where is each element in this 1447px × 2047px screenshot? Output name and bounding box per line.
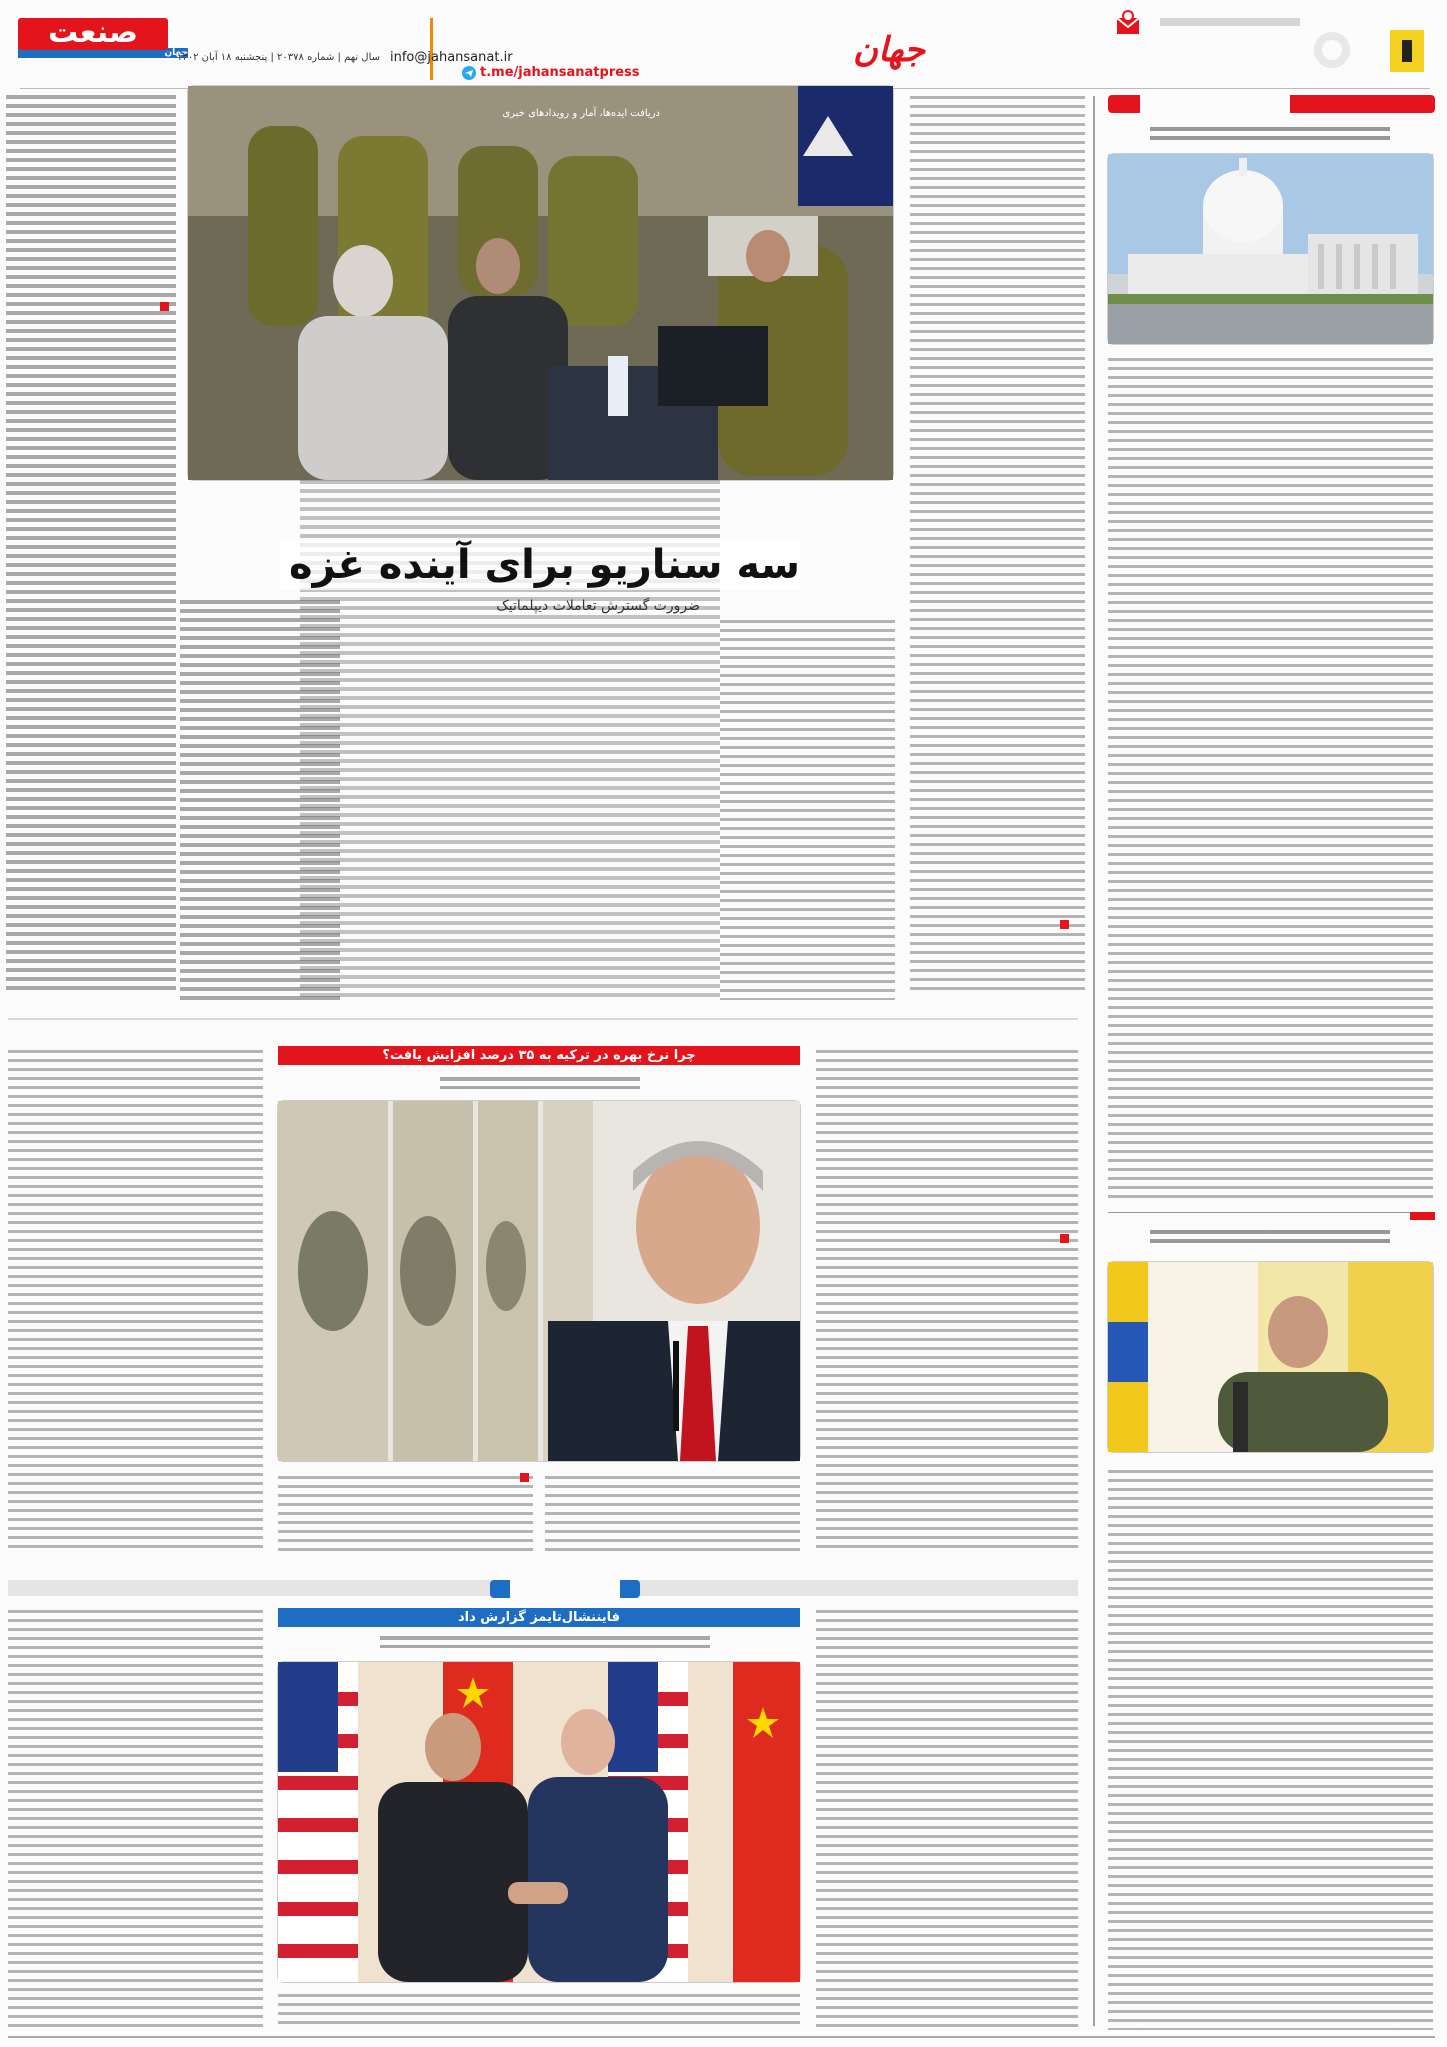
sidebar-rule-1 — [1108, 1212, 1435, 1213]
lead-headline: سه سناریو برای آینده غزه — [280, 540, 800, 590]
china-left-col — [8, 1610, 263, 2030]
masthead-gray-strip — [1160, 18, 1300, 26]
zelensky-photo-art — [1108, 1262, 1433, 1452]
lead-body-col-mid — [720, 620, 895, 1000]
masthead-logo-sub: جهان — [164, 48, 188, 58]
capitol-photo — [1108, 154, 1433, 344]
biden-xi-photo — [278, 1662, 800, 1982]
sidebar-headline-1 — [1150, 127, 1390, 141]
page-bottom-rule — [8, 2036, 1435, 2038]
sidebar-redbar-2 — [1410, 1212, 1435, 1220]
section-title: جهان — [852, 30, 925, 70]
end-marker-1 — [1060, 920, 1069, 929]
email-text[interactable]: info@jahansanat.ir — [390, 50, 513, 65]
lead-photo — [188, 86, 893, 480]
lead-subhead: ضرورت گسترش تعاملات دیپلماتیک — [496, 598, 700, 614]
china-caption — [278, 1994, 800, 2024]
lead-kicker: دریافت ایده‌ها، آمار و رویدادهای خبری — [502, 108, 660, 119]
sidebar-divider — [1093, 96, 1095, 2026]
page-number-badge — [1390, 30, 1424, 72]
telegram-text[interactable]: t.me/jahansanatpress — [480, 65, 640, 80]
lead-photo-art — [188, 86, 893, 480]
china-kicker: فایننشال‌تایمز گزارش داد — [457, 1610, 621, 1625]
sidebar-redbar-gap — [1140, 95, 1290, 113]
erdogan-dollar-photo — [278, 1101, 800, 1461]
sidebar-headline-2 — [1150, 1230, 1390, 1244]
china-right-col — [816, 1610, 1078, 2030]
turkey-right-col — [816, 1050, 1078, 1550]
turkey-caption-col-2 — [545, 1476, 800, 1551]
gear-icon — [1310, 28, 1354, 72]
turkey-kicker: چرا نرخ بهره در ترکیه به ۳۵ درصد افزایش یافت؟ — [382, 1048, 696, 1063]
turkey-left-col — [8, 1050, 263, 1550]
china-bluebar-gap — [510, 1580, 620, 1598]
lead-body-col-right — [910, 96, 1085, 996]
end-marker-3 — [520, 1473, 529, 1482]
capitol-photo-art — [1108, 154, 1433, 344]
zelensky-photo — [1108, 1262, 1433, 1452]
date-line: سال نهم | شماره ۲۰۳۷۸ | پنجشنبه ۱۸ آبان ۱۴۰۲ — [177, 52, 380, 63]
masthead-logo-text: صنعت — [48, 15, 138, 50]
masthead-logo — [18, 14, 188, 76]
biden-xi-photo-art — [278, 1662, 800, 1982]
china-subhead — [380, 1636, 710, 1648]
turkey-caption-col-1 — [278, 1476, 533, 1551]
masthead — [0, 0, 1447, 90]
telegram-icon — [462, 66, 476, 80]
mail-envelope-icon — [1115, 10, 1141, 36]
sidebar-text-1 — [1108, 358, 1433, 1198]
turkey-subhead — [440, 1077, 640, 1089]
end-marker-lead — [160, 302, 169, 311]
left-column-text — [6, 95, 176, 995]
sidebar-text-2 — [1108, 1470, 1433, 2030]
turkey-top-rule — [8, 1018, 1078, 1020]
contact-block — [380, 50, 640, 80]
erdogan-photo-art — [278, 1101, 800, 1461]
end-marker-2 — [1060, 1234, 1069, 1243]
